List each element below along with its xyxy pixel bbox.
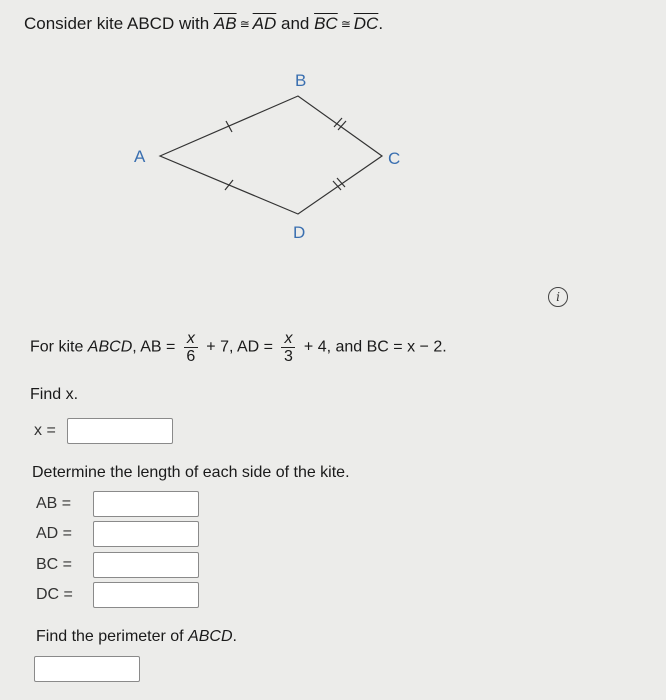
given-ad: + 7, AD = [201,338,278,356]
given-intro: For kite [30,338,88,356]
perimeter-kite-name: ABCD [188,628,233,645]
kite-diagram [0,0,666,260]
fraction-x-over-6 [184,330,198,365]
given-kite-name: ABCD [87,338,133,356]
segment-dc: $\overline{DC}$ [353,14,379,33]
bc-answer-input[interactable] [93,552,199,578]
vertex-label-a: A [134,147,146,166]
vertex-label-d: D [293,223,306,242]
dc-label: DC = [36,586,73,603]
ab-answer-input[interactable] [93,491,199,517]
perimeter-prompt-prefix: Find the perimeter of [36,628,189,645]
statement-and: and [276,14,315,33]
info-icon[interactable]: i [548,287,568,307]
ad-answer-input[interactable] [93,521,199,547]
fraction-2-numerator: x [281,330,295,348]
dc-answer-input[interactable] [93,582,199,608]
perimeter-prompt [36,628,237,646]
fraction-x-over-3 [281,330,295,365]
dc-row [36,586,73,604]
fraction-1-numerator: x [184,330,198,348]
x-answer-row [34,422,56,440]
perimeter-answer-input[interactable] [34,656,140,682]
tick-ad [225,180,233,190]
segment-ad: $\overline{AD}$ [252,14,277,33]
congruent-symbol-2: ≅ [340,17,351,31]
ab-label: AB = [36,495,72,512]
statement-prefix: Consider kite ABCD with [24,14,214,33]
segment-ab: $\overline{AB}$ [213,14,237,33]
sides-prompt: Determine the length of each side of the kite. [32,464,350,481]
given-bc: + 4, and BC = x − 2. [299,338,447,356]
vertex-label-c: C [388,149,401,168]
find-x-prompt: Find x. [30,386,79,403]
statement-period: . [378,14,384,33]
perimeter-prompt-suffix: . [232,628,237,645]
given-ab: , AB = [132,338,180,356]
ad-label: AD = [36,525,73,542]
kite-outline [160,96,382,214]
bc-row [36,556,72,574]
fraction-2-denominator: 3 [284,348,293,365]
ab-row [36,495,71,513]
fraction-1-denominator: 6 [186,348,196,365]
vertex-label-b: B [295,71,307,90]
segment-bc: $\overline{BC}$ [314,14,338,33]
given-equations [30,330,447,365]
ad-row [36,525,72,543]
x-label: x = [34,422,56,439]
bc-label: BC = [36,556,73,573]
congruent-symbol: ≅ [239,17,250,31]
x-answer-input[interactable] [67,418,173,444]
